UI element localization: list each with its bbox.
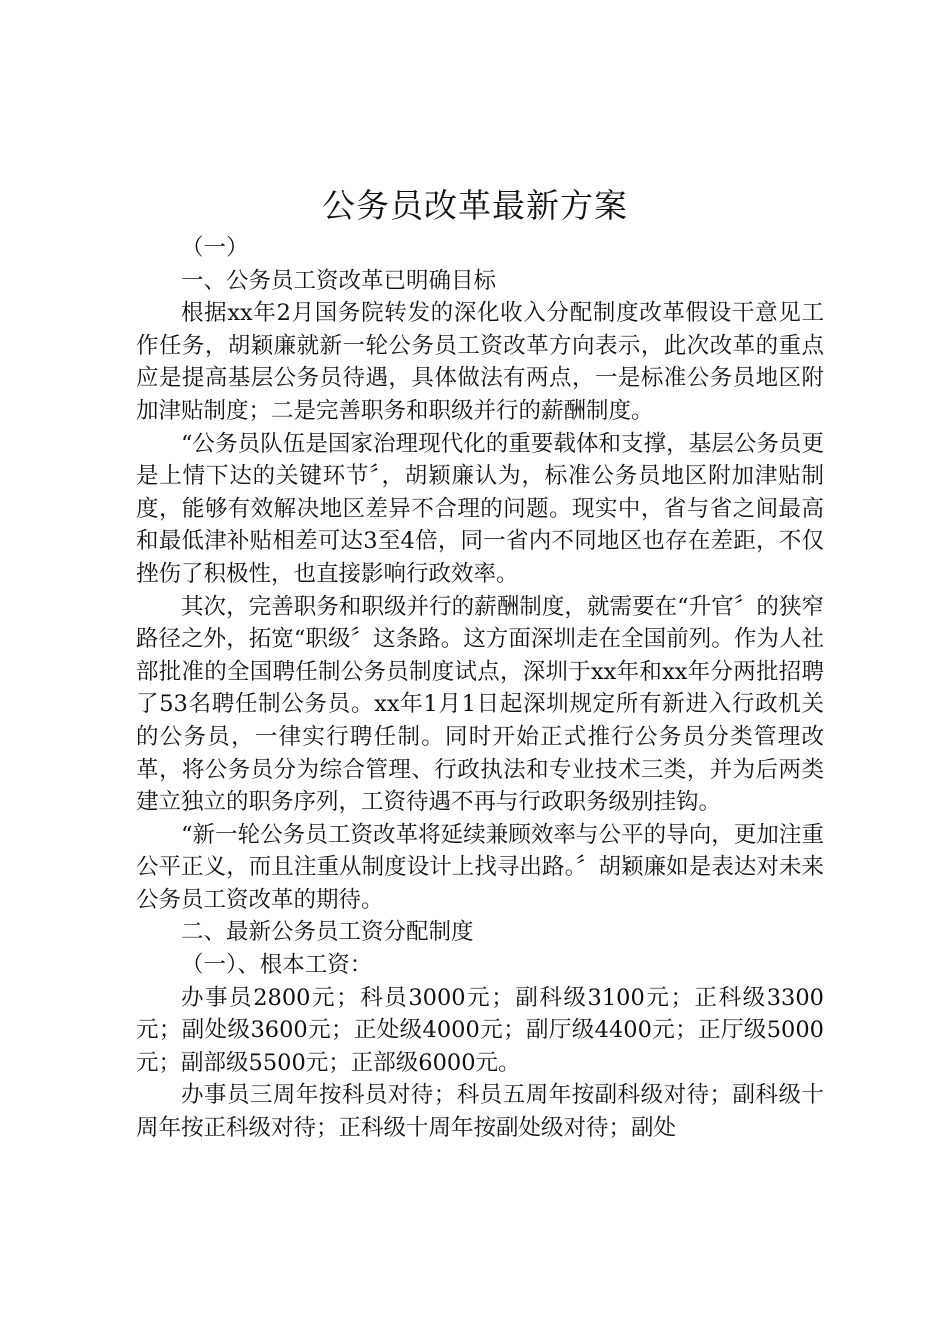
heading-salary-distribution-system: 二、最新公务员工资分配制度 (181, 919, 474, 946)
paragraph: “新一轮公务员工资改革将延续兼顾效率与公平的导向，更加注重公平正义，而且注重从制度设计上找寻出路。〞胡颖廉如是表达对未来公务员工资改革的期待。 (136, 821, 824, 913)
paragraph: 根据xx年2月国务院转发的深化收入分配制度改革假设干意见工作任务，胡颖廉就新一轮公务员工资改革方向表示，此次改革的重点应是提高基层公务员待遇，具体做法有两点，一是标准公务员地区附加津贴制度；二是完善职务和职级并行的薪酬制度。 (136, 300, 824, 424)
subheading-base-salary: （一）、根本工资： (181, 952, 373, 979)
paragraph: 其次，完善职务和职级并行的薪酬制度，就需要在“升官〞的狭窄路径之外，拓宽“职级〞这条路。这方面深圳走在全国前列。作为人社部批准的全国聘任制公务员制度试点，深圳于xx年和xx年分两批招聘了53名聘任制公务员。xx年1月1日起深圳规定所有新进入行政机关的公务员，一律实行聘任制。同时开始正式推行公务员分类管理改革，将公务员分为综合管理、行政执法和专业技术三类，并为后两类建立独立的职务序列，工资待遇不再与行政职务级别挂钩。 (136, 593, 824, 816)
heading-salary-reform-goal: 一、公务员工资改革已明确目标 (181, 267, 497, 294)
paragraph-promotion-rules: 办事员三周年按科员对待；科员五周年按副科级对待；副科级十周年按正科级对待；正科级十周年按副处级对待；副处 (136, 1082, 824, 1142)
document-title: 公务员改革最新方案 (322, 186, 628, 225)
document-body (136, 232, 824, 1145)
paragraph-section-marker: （一） (181, 235, 249, 261)
paragraph-salary-levels: 办事员2800元；科员3000元；副科级3100元；正科级3300元；副处级3600元；正处级4000元；副厅级4400元；正厅级5000元；副部级5500元；正部级6000元。 (136, 984, 824, 1076)
paragraph: “公务员队伍是国家治理现代化的重要载体和支撑，基层公务员更是上情下达的关键环节〞，胡颖廉认为，标准公务员地区附加津贴制度，能够有效解决地区差异不合理的问题。现实中，省与省之间最高和最低津补贴相差可达3至4倍，同一省内不同地区也存在差距，不仅挫伤了积极性，也直接影响行政效率。 (136, 430, 824, 587)
